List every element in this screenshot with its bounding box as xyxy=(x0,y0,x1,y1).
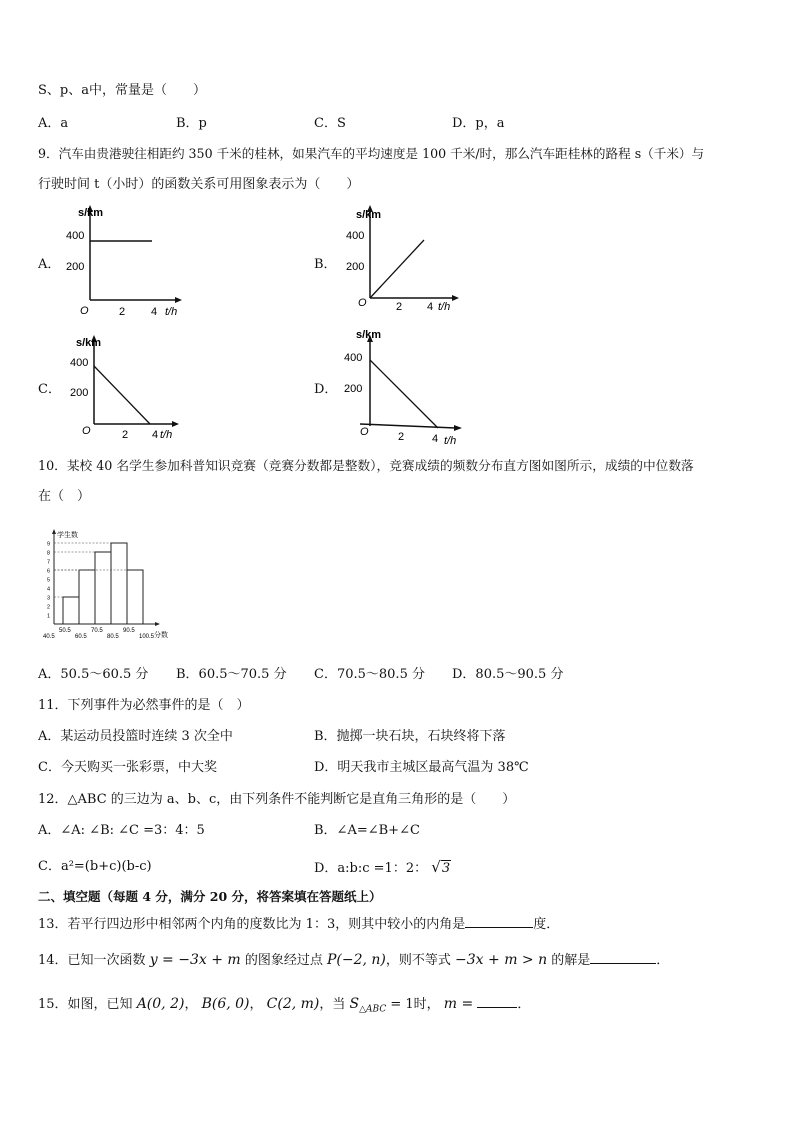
q9-graph-b xyxy=(342,202,472,324)
q14-text-c: ，则不等式 xyxy=(385,953,451,968)
hist-ytick: 8 xyxy=(47,550,51,557)
q14-text-b: 的图象经过点 xyxy=(244,953,323,968)
q13 xyxy=(38,917,559,931)
q12-option-d xyxy=(314,860,451,875)
hist-xtick: 40.5 xyxy=(43,634,55,640)
q15-eq: = 1时， xyxy=(386,997,440,1012)
q9-b-xlabel: t/h xyxy=(438,301,451,313)
q9-c-xtick-4: 4 xyxy=(152,429,159,441)
q9-b-ytick-400: 400 xyxy=(346,230,365,242)
q14-expr1: y = −3x + m xyxy=(149,952,241,968)
q15-area-subscript: △ABC xyxy=(359,1004,387,1015)
q9-option-b-label: B． xyxy=(314,257,337,272)
q15: 15．如图，已知 A(0, 2)， B(6, 0)， C(2, m)，当 $S_{\triangle ABC} = 1$时， m = ． xyxy=(38,996,531,1015)
q8-option-d: D．p，a xyxy=(452,116,505,131)
q9-option-c-label: C． xyxy=(38,382,61,397)
q9-c-ytick-400: 400 xyxy=(70,357,89,369)
section2-title: 二、填空题（每题 4 分，满分 20 分，将答案填在答题纸上） xyxy=(38,889,382,904)
q9-c-xlabel: t/h xyxy=(160,429,173,441)
q9-a-xtick-4: 4 xyxy=(151,306,158,318)
q15-m-label: m = xyxy=(443,996,474,1012)
q9-a-ytick-400: 400 xyxy=(66,230,85,242)
q9-b-origin: O xyxy=(358,297,367,309)
q9-option-d-label: D． xyxy=(314,382,338,397)
q9-b-ytick-200: 200 xyxy=(346,261,365,273)
hist-bar xyxy=(127,570,143,624)
q15-text-b: ，当 xyxy=(319,997,346,1012)
hist-ytick: 9 xyxy=(47,541,51,548)
q10-option-d: D．80.5～90.5 分 xyxy=(452,667,564,682)
q12-option-b: B．∠A=∠B+∠C xyxy=(314,823,420,838)
q9-c-origin: O xyxy=(82,425,91,437)
q9-a-xtick-2: 2 xyxy=(119,306,126,318)
q9-d-xtick-2: 2 xyxy=(398,431,405,443)
hist-xtick: 100.5 xyxy=(139,634,155,640)
q9-a-origin: O xyxy=(80,305,89,317)
hist-xtick: 60.5 xyxy=(75,634,87,640)
q9-a-ytick-200: 200 xyxy=(66,261,85,273)
q8-stem: S、p、a中，常量是（ ） xyxy=(38,83,206,98)
q10-option-a: A．50.5～60.5 分 xyxy=(38,667,149,682)
q11-option-c: C．今天购买一张彩票，中大奖 xyxy=(38,760,217,775)
q14-text-e: ． xyxy=(656,953,670,968)
hist-ytick: 2 xyxy=(47,604,51,611)
q8-option-b: B．p xyxy=(176,116,207,131)
q11-option-b: B．抛掷一块石块，石块终将下落 xyxy=(314,729,506,744)
q8-option-a: A．a xyxy=(38,116,69,131)
q9-a-ylabel: s/km xyxy=(78,207,104,219)
q12-option-c: C．a²=(b+c)(b-c) xyxy=(38,859,152,874)
q9-d-xlabel: t/h xyxy=(444,435,457,447)
hist-y-arrow xyxy=(52,529,56,534)
q9-option-a-label: A． xyxy=(38,257,61,272)
hist-xtick: 90.5 xyxy=(123,628,135,634)
q15-area-symbol: S xyxy=(349,996,360,1012)
hist-ytick: 3 xyxy=(47,595,51,602)
q10-option-c: C．70.5～80.5 分 xyxy=(314,667,425,682)
sqrt-symbol: √ xyxy=(431,858,441,876)
q9-b-xtick-2: 2 xyxy=(396,301,403,313)
hist-ytick: 1 xyxy=(47,613,51,620)
q11-stem: 11．下列事件为必然事件的是（ ） xyxy=(38,698,250,713)
q8-option-c: C．S xyxy=(314,116,346,131)
q11-option-a: A．某运动员投篮时连续 3 次全中 xyxy=(38,729,233,744)
q9-d-xtick-4: 4 xyxy=(432,433,439,445)
q11-option-d: D．明天我市主城区最高气温为 38℃ xyxy=(314,760,529,775)
hist-xtick: 80.5 xyxy=(107,634,119,640)
q12-stem: 12．△ABC 的三边为 a、b、c，由下列条件不能判断它是直角三角形的是（ ） xyxy=(38,792,516,807)
q15-text-a: 15．如图，已知 xyxy=(38,997,133,1012)
q14-expr2: P(−2, n) xyxy=(326,952,386,968)
hist-bar xyxy=(95,552,111,624)
q14-expr3: −3x + m > n xyxy=(455,952,548,968)
hist-ytick: 7 xyxy=(47,559,51,566)
q15-point-a: A(0, 2) xyxy=(136,996,185,1012)
sqrt-value: 3 xyxy=(441,861,451,876)
hist-xlabel: 分数 xyxy=(154,632,168,639)
q10-stem-line1: 10．某校 40 名学生参加科普知识竞赛（竞赛分数都是整数），竞赛成绩的频数分布直方图如图所示，成绩的中位数落 xyxy=(38,458,694,473)
hist-xtick: 70.5 xyxy=(91,628,103,634)
q9-b-xtick-4: 4 xyxy=(427,301,434,313)
q9-graph-c xyxy=(62,328,192,448)
q13-text-after: 度． xyxy=(533,917,560,932)
hist-ytick: 5 xyxy=(47,577,51,584)
q13-text-before: 13．若平行四边形中相邻两个内角的度数比为 1：3，则其中较小的内角是 xyxy=(38,917,466,932)
q10-histogram xyxy=(38,528,208,648)
q9-c-series-line xyxy=(94,366,150,424)
q10-option-b: B．60.5～70.5 分 xyxy=(176,667,287,682)
hist-x-arrow xyxy=(155,622,160,626)
q9-d-series-line xyxy=(370,360,438,428)
q9-c-ylabel: s/km xyxy=(76,337,102,349)
q9-a-xlabel: t/h xyxy=(165,306,178,318)
q15-answer-blank[interactable] xyxy=(477,997,517,1008)
q9-b-series-line xyxy=(370,240,424,298)
q9-c-ytick-200: 200 xyxy=(70,387,89,399)
q12-option-a: A．∠A: ∠B: ∠C =3：4：5 xyxy=(38,823,205,838)
hist-bar xyxy=(63,597,79,624)
q9-stem-line1: 9．汽车由贵港驶往相距约 350 千米的桂林，如果汽车的平均速度是 100 千米/时，那么汽车距桂林的路程 s（千米）与 xyxy=(38,146,705,161)
q9-d-origin: O xyxy=(360,426,369,438)
q10-stem-line2: 在（ ） xyxy=(38,489,91,504)
hist-bar xyxy=(111,543,127,624)
q9-d-ytick-400: 400 xyxy=(344,352,363,364)
hist-ytick: 4 xyxy=(47,586,51,593)
q9-b-ylabel: s/km xyxy=(356,209,382,221)
hist-bar xyxy=(79,570,95,624)
q14 xyxy=(38,953,669,967)
q15-text-e: ． xyxy=(517,997,531,1012)
hist-ylabel: 学生数 xyxy=(57,532,78,539)
q15-point-c: C(2, m) xyxy=(266,996,320,1012)
q12-option-d-text: D．a:b:c =1：2： xyxy=(314,861,428,876)
hist-xtick: 50.5 xyxy=(59,628,71,634)
q9-stem-line2: 行驶时间 t（小时）的函数关系可用图象表示为（ ） xyxy=(38,177,360,192)
q9-d-ytick-200: 200 xyxy=(344,383,363,395)
q9-d-ylabel: s/km xyxy=(356,329,382,341)
q13-answer-blank[interactable] xyxy=(465,917,533,928)
q14-answer-blank[interactable] xyxy=(590,953,656,964)
q14-text-d: 的解是 xyxy=(551,953,591,968)
q9-graph-d xyxy=(338,324,478,450)
q9-c-xtick-2: 2 xyxy=(122,429,129,441)
q15-point-b: B(6, 0) xyxy=(201,996,250,1012)
q9-graph-a xyxy=(62,202,192,324)
hist-ytick: 6 xyxy=(47,568,51,575)
q14-text-a: 14．已知一次函数 xyxy=(38,953,146,968)
